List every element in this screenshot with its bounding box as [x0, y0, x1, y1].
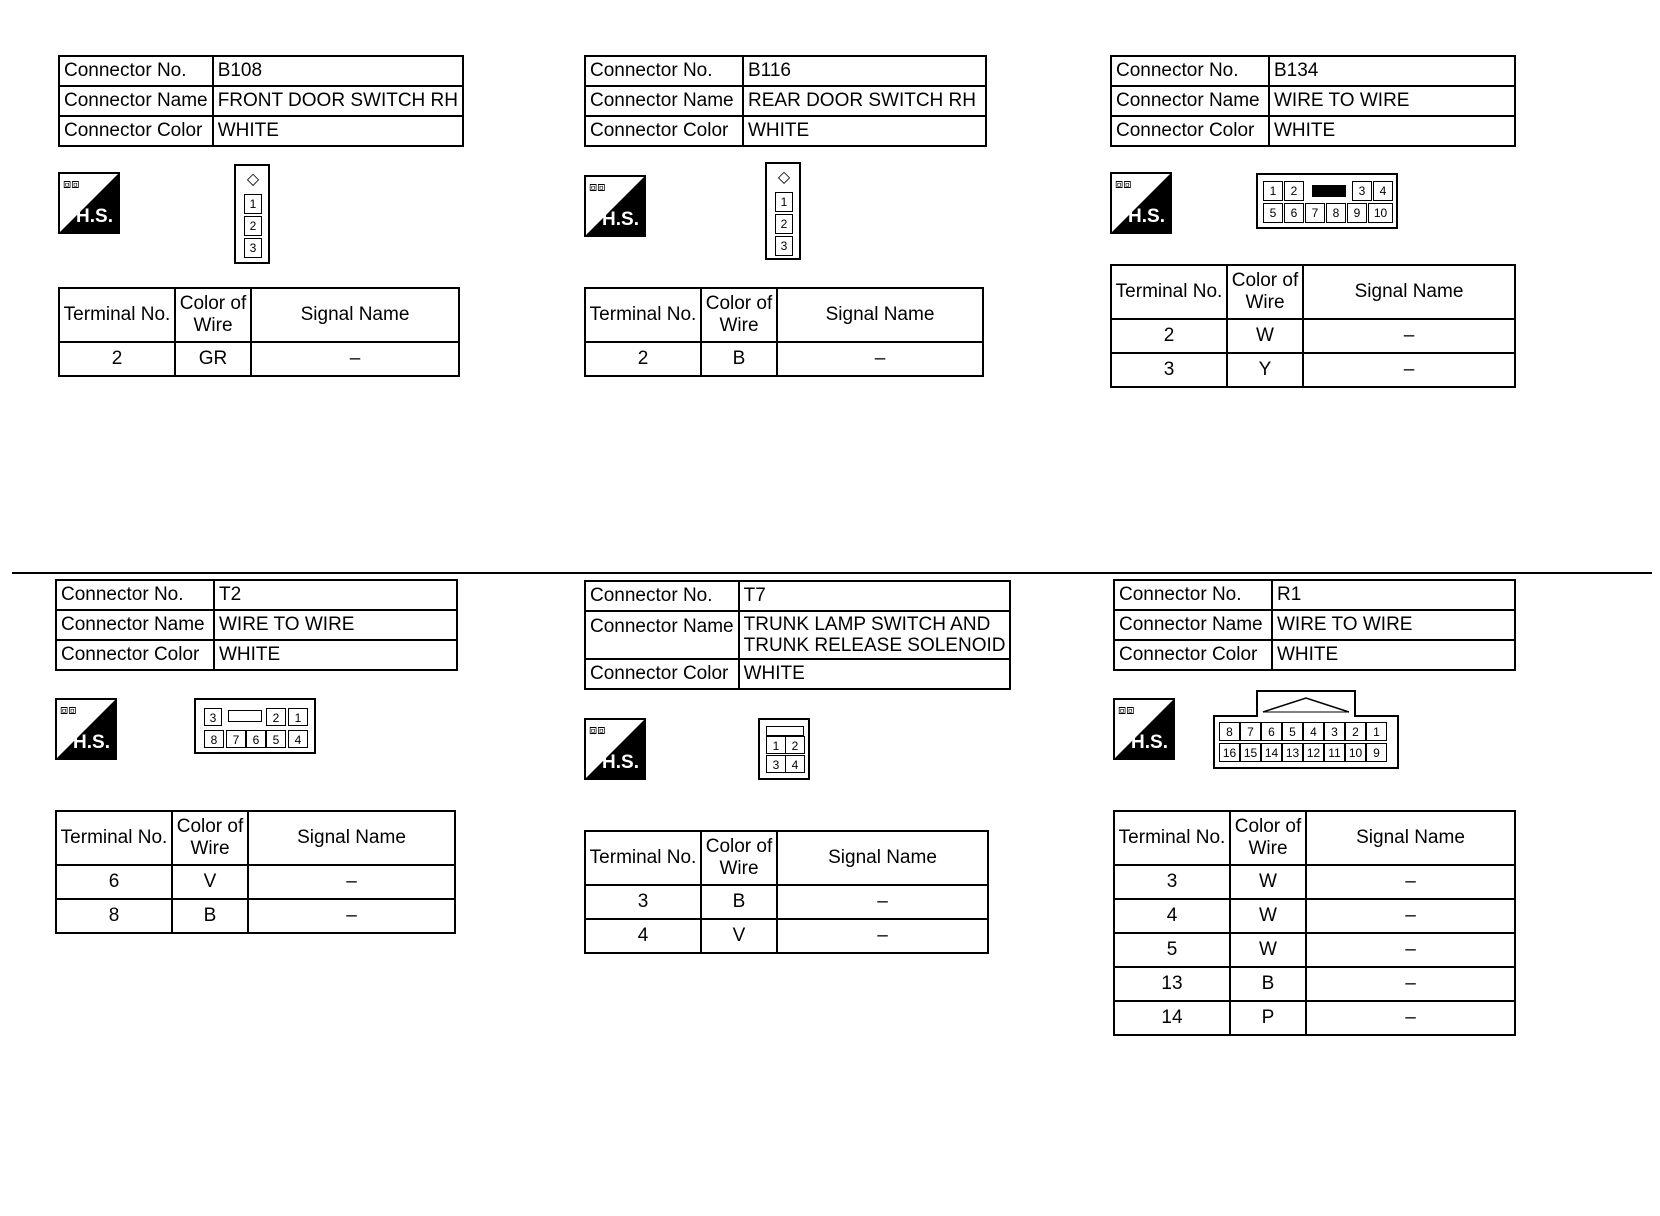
- terminal-table-t2: [55, 810, 456, 934]
- connector-no-value: T2: [214, 580, 457, 610]
- connector-t7: [584, 580, 1011, 690]
- pin: 1: [288, 708, 308, 726]
- pin: 14: [1261, 743, 1282, 762]
- pin: 10: [1345, 743, 1366, 762]
- connector-color-value: WHITE: [1272, 640, 1515, 670]
- harness-side-icon: [1110, 172, 1172, 234]
- pin: 2: [1284, 181, 1304, 201]
- color-of-wire-header: Color of Wire: [1227, 265, 1303, 319]
- connector-t2: [55, 579, 458, 671]
- wire-color-cell: Y: [1227, 353, 1303, 387]
- color-of-wire-header: Color of Wire: [1230, 811, 1306, 865]
- terminal-no-cell: 4: [1114, 899, 1230, 933]
- connector-face-b134: [1256, 173, 1398, 229]
- wire-color-cell: V: [701, 919, 777, 953]
- pin: 5: [266, 730, 286, 748]
- table-row: [585, 342, 983, 376]
- signal-name-cell: –: [777, 885, 988, 919]
- pin: 6: [1261, 722, 1282, 741]
- connector-face-b116: [765, 162, 801, 260]
- harness-side-icon: [55, 698, 117, 760]
- wire-color-cell: B: [1230, 967, 1306, 1001]
- pin: 7: [1240, 722, 1261, 741]
- terminal-no-header: Terminal No.: [59, 288, 175, 342]
- connector-info-table: [584, 55, 987, 147]
- pin: 8: [204, 730, 224, 748]
- connector-color-value: WHITE: [739, 659, 1011, 689]
- signal-name-cell: –: [248, 899, 455, 933]
- connector-face-b108: [234, 164, 270, 264]
- terminal-no-cell: 5: [1114, 933, 1230, 967]
- terminal-no-cell: 3: [585, 885, 701, 919]
- pin: 2: [266, 708, 286, 726]
- pin: 10: [1368, 203, 1393, 223]
- harness-side-icon: [1113, 698, 1175, 760]
- connector-no-label: Connector No.: [56, 580, 214, 610]
- connector-info-table: [584, 580, 1011, 690]
- hs-label: H.S.: [76, 206, 113, 227]
- table-row: [1114, 933, 1515, 967]
- connector-name-value: REAR DOOR SWITCH RH: [743, 86, 986, 116]
- pin: 9: [1347, 203, 1367, 223]
- pin: 2: [775, 214, 793, 234]
- pin: 13: [1282, 743, 1303, 762]
- connector-color-label: Connector Color: [585, 659, 739, 689]
- key-diamond-icon: ◇: [777, 169, 791, 186]
- color-of-wire-header: Color of Wire: [172, 811, 248, 865]
- pin: 1: [1263, 181, 1283, 201]
- pin: 15: [1240, 743, 1261, 762]
- pin: 1: [775, 192, 793, 212]
- connector-no-value: T7: [739, 581, 1011, 611]
- connector-face-t2: [194, 698, 316, 754]
- plug-icon: ⧈⧈: [60, 702, 77, 717]
- pin: 11: [1324, 743, 1345, 762]
- connector-name-value: WIRE TO WIRE: [214, 610, 457, 640]
- table-row: [1111, 319, 1515, 353]
- terminal-table-b116: [584, 287, 984, 377]
- key-diamond-icon: ◇: [246, 171, 260, 188]
- pin: 8: [1326, 203, 1346, 223]
- terminal-no-cell: 2: [59, 342, 175, 376]
- terminal-no-header: Terminal No.: [56, 811, 172, 865]
- hs-label: H.S.: [73, 732, 110, 753]
- connector-name-value: TRUNK LAMP SWITCH AND TRUNK RELEASE SOLENOID: [739, 611, 1011, 659]
- connector-name-label: Connector Name: [1111, 86, 1269, 116]
- connector-color-label: Connector Color: [56, 640, 214, 670]
- connector-no-label: Connector No.: [585, 56, 743, 86]
- table-row: [1114, 967, 1515, 1001]
- table-row: [56, 899, 455, 933]
- table-row: [59, 342, 459, 376]
- terminal-table-r1: [1113, 810, 1516, 1036]
- plug-icon: ⧈⧈: [589, 179, 606, 194]
- pin: 1: [766, 736, 786, 754]
- connector-color-value: WHITE: [213, 116, 463, 146]
- connector-color-value: WHITE: [1269, 116, 1515, 146]
- connector-no-label: Connector No.: [585, 581, 739, 611]
- signal-name-header: Signal Name: [777, 288, 983, 342]
- signal-name-cell: –: [1306, 967, 1515, 1001]
- plug-icon: ⧈⧈: [1115, 176, 1132, 191]
- section-divider: [12, 572, 1652, 574]
- signal-name-cell: –: [1306, 933, 1515, 967]
- wire-color-cell: P: [1230, 1001, 1306, 1035]
- connector-b116: [584, 55, 987, 147]
- connector-color-value: WHITE: [214, 640, 457, 670]
- wire-color-cell: V: [172, 865, 248, 899]
- key-slot: [766, 726, 804, 736]
- connector-name-value: WIRE TO WIRE: [1272, 610, 1515, 640]
- pin: 5: [1282, 722, 1303, 741]
- terminal-no-header: Terminal No.: [1111, 265, 1227, 319]
- color-of-wire-header: Color of Wire: [701, 288, 777, 342]
- pin: 7: [1305, 203, 1325, 223]
- pin: 3: [1324, 722, 1345, 741]
- terminal-table-b108: [58, 287, 460, 377]
- pin: 3: [1352, 181, 1372, 201]
- terminal-no-header: Terminal No.: [585, 288, 701, 342]
- terminal-no-cell: 3: [1111, 353, 1227, 387]
- connector-color-label: Connector Color: [1111, 116, 1269, 146]
- wire-color-cell: B: [701, 342, 777, 376]
- hs-label: H.S.: [1131, 732, 1168, 753]
- connector-b134: [1110, 55, 1516, 147]
- connector-name-label: Connector Name: [1114, 610, 1272, 640]
- table-row: [1114, 1001, 1515, 1035]
- pin: 2: [244, 216, 262, 236]
- terminal-no-header: Terminal No.: [1114, 811, 1230, 865]
- pin: 12: [1303, 743, 1324, 762]
- pin: 16: [1219, 743, 1240, 762]
- wire-color-cell: W: [1230, 899, 1306, 933]
- wire-color-cell: B: [701, 885, 777, 919]
- signal-name-cell: –: [1306, 899, 1515, 933]
- wire-color-cell: W: [1230, 933, 1306, 967]
- connector-no-label: Connector No.: [1114, 580, 1272, 610]
- terminal-table-b134: [1110, 264, 1516, 388]
- wire-color-cell: W: [1230, 865, 1306, 899]
- terminal-no-cell: 2: [1111, 319, 1227, 353]
- table-row: [585, 885, 988, 919]
- connector-color-label: Connector Color: [1114, 640, 1272, 670]
- table-row: [1111, 353, 1515, 387]
- connector-color-value: WHITE: [743, 116, 986, 146]
- color-of-wire-header: Color of Wire: [175, 288, 251, 342]
- connector-info-table: [58, 55, 464, 147]
- pin: 2: [785, 736, 805, 754]
- terminal-no-cell: 8: [56, 899, 172, 933]
- table-row: [585, 919, 988, 953]
- signal-name-cell: –: [777, 342, 983, 376]
- key-slot: [228, 710, 262, 722]
- signal-name-cell: –: [1303, 319, 1515, 353]
- signal-name-header: Signal Name: [1303, 265, 1515, 319]
- hs-label: H.S.: [602, 752, 639, 773]
- connector-no-value: B108: [213, 56, 463, 86]
- connector-info-table: [1113, 579, 1516, 671]
- plug-icon: ⧈⧈: [1118, 702, 1135, 717]
- connector-info-table: [1110, 55, 1516, 147]
- pin: 4: [785, 755, 805, 773]
- terminal-no-cell: 3: [1114, 865, 1230, 899]
- harness-side-icon: [58, 172, 120, 234]
- signal-name-cell: –: [1306, 865, 1515, 899]
- connector-color-label: Connector Color: [585, 116, 743, 146]
- signal-name-header: Signal Name: [251, 288, 459, 342]
- pin: 6: [1284, 203, 1304, 223]
- signal-name-header: Signal Name: [777, 831, 988, 885]
- pin: 9: [1366, 743, 1387, 762]
- signal-name-cell: –: [1303, 353, 1515, 387]
- connector-no-value: B116: [743, 56, 986, 86]
- connector-name-label: Connector Name: [585, 611, 739, 659]
- signal-name-cell: –: [1306, 1001, 1515, 1035]
- plug-icon: ⧈⧈: [589, 722, 606, 737]
- terminal-no-cell: 4: [585, 919, 701, 953]
- pin: 3: [766, 755, 786, 773]
- terminal-no-cell: 6: [56, 865, 172, 899]
- terminal-no-cell: 14: [1114, 1001, 1230, 1035]
- pin: 6: [246, 730, 266, 748]
- connector-color-label: Connector Color: [59, 116, 213, 146]
- pin: 4: [288, 730, 308, 748]
- color-of-wire-header: Color of Wire: [701, 831, 777, 885]
- connector-b108: [58, 55, 464, 147]
- connector-name-label: Connector Name: [59, 86, 213, 116]
- hs-label: H.S.: [1128, 206, 1165, 227]
- connector-info-table: [55, 579, 458, 671]
- connector-no-value: B134: [1269, 56, 1515, 86]
- signal-name-header: Signal Name: [248, 811, 455, 865]
- pin: 1: [244, 194, 262, 214]
- pin: 3: [204, 708, 222, 726]
- connector-r1: [1113, 579, 1516, 671]
- signal-name-cell: –: [248, 865, 455, 899]
- pin: 3: [775, 236, 793, 256]
- pin: 2: [1345, 722, 1366, 741]
- wire-color-cell: W: [1227, 319, 1303, 353]
- connector-name-value: WIRE TO WIRE: [1269, 86, 1515, 116]
- pin: 7: [226, 730, 246, 748]
- pin: 4: [1303, 722, 1324, 741]
- harness-side-icon: [584, 718, 646, 780]
- pin: 3: [244, 238, 262, 258]
- terminal-no-cell: 13: [1114, 967, 1230, 1001]
- connector-name-label: Connector Name: [56, 610, 214, 640]
- wire-color-cell: GR: [175, 342, 251, 376]
- table-row: [56, 865, 455, 899]
- wire-color-cell: B: [172, 899, 248, 933]
- signal-name-cell: –: [251, 342, 459, 376]
- terminal-no-cell: 2: [585, 342, 701, 376]
- key-block: [1312, 185, 1346, 197]
- signal-name-header: Signal Name: [1306, 811, 1515, 865]
- terminal-no-header: Terminal No.: [585, 831, 701, 885]
- table-row: [1114, 899, 1515, 933]
- signal-name-cell: –: [777, 919, 988, 953]
- connector-face-r1: [1213, 690, 1399, 770]
- connector-name-value: FRONT DOOR SWITCH RH: [213, 86, 463, 116]
- pin: 5: [1263, 203, 1283, 223]
- connector-face-t7: [758, 718, 810, 780]
- connector-no-label: Connector No.: [59, 56, 213, 86]
- pin: 1: [1366, 722, 1387, 741]
- plug-icon: ⧈⧈: [63, 176, 80, 191]
- table-row: [1114, 865, 1515, 899]
- pin: 8: [1219, 722, 1240, 741]
- terminal-table-t7: [584, 830, 989, 954]
- connector-no-value: R1: [1272, 580, 1515, 610]
- connector-no-label: Connector No.: [1111, 56, 1269, 86]
- harness-side-icon: [584, 175, 646, 237]
- connector-name-label: Connector Name: [585, 86, 743, 116]
- hs-label: H.S.: [602, 209, 639, 230]
- pin: 4: [1373, 181, 1393, 201]
